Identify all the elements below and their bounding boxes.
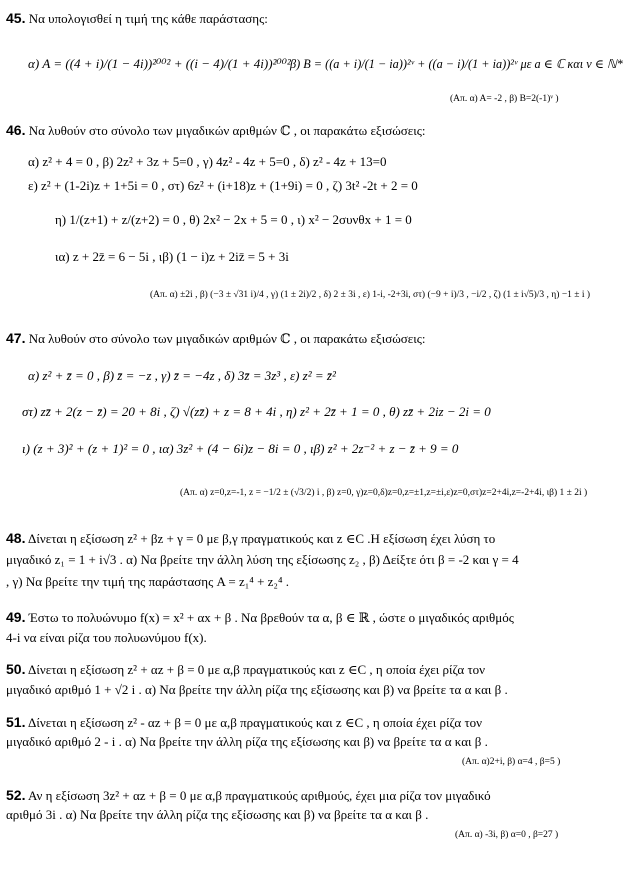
- problem-48-line-2: μιγαδικό z₁ = 1 + i√3 . α) Να βρείτε την άλλη λύση της εξίσωσης z₂ , β) Δείξτε ότι β = -2 και γ = 4: [6, 552, 519, 567]
- problem-47-number: 47.: [6, 330, 26, 346]
- problem-50-number: 50.: [6, 661, 26, 677]
- problem-47-row-3: ι) (z + 3)² + (z + 1)² = 0 , ια) 3z² + (4 − 6i)z − 8i = 0 , ιβ) z² + 2z⁻² + z − z̄ + 9 = 0: [22, 441, 459, 456]
- problem-47-answer: (Απ. α) z=0,z=-1, z = −1/2 ± (√3/2) i , β) z=0, γ)z=0,δ)z=0,z=±1,z=±i,ε)z=0,στ)z=2+4i,z=-2+4i, ιβ) 1 ± 2i ): [180, 488, 588, 498]
- problem-52-line-1: [6, 787, 491, 804]
- problem-51-text-1: Δίνεται η εξίσωση z² - αz + β = 0 με α,β πραγματικούς και z ∈C , η οποία έχει ρίζα τον: [28, 715, 483, 730]
- problem-48-line-3: , γ) Να βρείτε την τιμή της παράστασης A = z₁⁴ + z₂⁴ .: [6, 574, 289, 589]
- problem-46-row-2: ε) z² + (1-2i)z + 1+5i = 0 , στ) 6z² + (i+18)z + (1+9i) = 0 , ζ) 3t² -2t + 2 = 0: [28, 178, 418, 193]
- problem-45-number: 45.: [6, 10, 26, 26]
- problem-51-answer: (Απ. α)2+i, β) α=4 , β=5 ): [462, 757, 561, 767]
- problem-48-number: 48.: [6, 530, 26, 546]
- problem-45-part-b: β) B = ((a + i)/(1 − ia))²ᵛ + ((a − i)/(1 + ia))²ᵛ με a ∈ ℂ και ν ∈ ℕ*: [290, 57, 623, 71]
- problem-46-header: [6, 122, 426, 139]
- problem-47-row-2: στ) zz̄ + 2(z − z̄) = 20 + 8i , ζ) √(zz̄) + z = 8 + 4i , η) z² + 2z̄ + 1 = 0 , θ) zz̄ + 2iz − 2i = 0: [22, 404, 491, 419]
- problem-52-number: 52.: [6, 787, 26, 803]
- problem-46-answer: (Απ. α) ±2i , β) (−3 ± √31 i)/4 , γ) (1 ± 2i)/2 , δ) 2 ± 3i , ε) 1-i, -2+3i, στ) (−9 + i)/3 , −i/2 , ζ) (1 ± i√5)/3 , η) −1 ± i ): [150, 290, 591, 300]
- problem-51-line-2: μιγαδικό αριθμό 2 - i . α) Να βρείτε την άλλη ρίζα της εξίσωσης και β) να βρείτε τα α και β .: [6, 734, 488, 749]
- problem-46-row-1: α) z² + 4 = 0 , β) 2z² + 3z + 5=0 , γ) 4z² - 4z + 5=0 , δ) z² - 4z + 13=0: [28, 154, 387, 169]
- problem-45-title: Να υπολογισθεί η τιμή της κάθε παράστασης:: [28, 11, 268, 26]
- problem-46-number: 46.: [6, 122, 26, 138]
- problem-49-text-1: Έστω το πολυώνυμο f(x) = x² + αx + β . Να βρεθούν τα α, β ∈ ℝ , ώστε ο μιγαδικός αριθμός: [28, 610, 514, 625]
- problem-49-line-2: 4-i να είναι ρίζα του πολυωνύμου f(x).: [6, 630, 207, 645]
- problem-50-line-1: [6, 661, 485, 678]
- problem-46-row-4: ια) z + 2z̄ = 6 − 5i , ιβ) (1 − i)z + 2iz̄ = 5 + 3i: [55, 249, 289, 264]
- problem-49-line-1: [6, 609, 514, 626]
- problem-52-answer: (Απ. α) -3i, β) α=0 , β=27 ): [455, 830, 559, 840]
- problem-50-text-1: Δίνεται η εξίσωση z² + αz + β = 0 με α,β πραγματικούς και z ∈C , η οποία έχει ρίζα τον: [28, 662, 486, 677]
- problem-46-title: Να λυθούν στο σύνολο των μιγαδικών αριθμών ℂ , οι παρακάτω εξισώσεις:: [28, 123, 426, 138]
- problem-45-part-a: α) A = ((4 + i)/(1 − 4i))²⁰⁰² + ((i − 4)/(1 + 4i))²⁰⁰²: [28, 56, 291, 71]
- problem-46-row-3: η) 1/(z+1) + z/(z+2) = 0 , θ) 2x² − 2x + 5 = 0 , ι) x² − 2συνθx + 1 = 0: [55, 212, 412, 227]
- problem-47-row-1: α) z² + z̄ = 0 , β) z̄ = −z , γ) z̄ = −4z , δ) 3z̄ = 3z³ , ε) z² = z̄²: [28, 368, 336, 383]
- problem-47-header: [6, 330, 426, 347]
- problem-45-header: [6, 10, 268, 27]
- problem-48-line-1: [6, 530, 495, 547]
- problem-49-number: 49.: [6, 609, 26, 625]
- problem-48-text-1: Δίνεται η εξίσωση z² + βz + γ = 0 με β,γ πραγματικούς και z ∈C .Η εξίσωση έχει λύση το: [28, 531, 496, 546]
- problem-50-line-2: μιγαδικό αριθμό 1 + √2 i . α) Να βρείτε την άλλη ρίζα της εξίσωσης και β) να βρείτε τα α και β .: [6, 682, 508, 697]
- problem-52-text-1: Αν η εξίσωση 3z² + αz + β = 0 με α,β πραγματικούς αριθμούς, έχει μια ρίζα τον μιγαδικό: [28, 788, 491, 803]
- problem-51-number: 51.: [6, 714, 26, 730]
- problem-45-answer: (Απ. α) Α= -2 , β) Β=2(-1)ᵛ ): [450, 94, 559, 104]
- problem-52-line-2: αριθμό 3i . α) Να βρείτε την άλλη ρίζα της εξίσωσης και β) να βρείτε τα α και β .: [6, 807, 429, 822]
- problem-51-line-1: [6, 714, 482, 731]
- problem-47-title: Να λυθούν στο σύνολο των μιγαδικών αριθμών ℂ , οι παρακάτω εξισώσεις:: [28, 331, 426, 346]
